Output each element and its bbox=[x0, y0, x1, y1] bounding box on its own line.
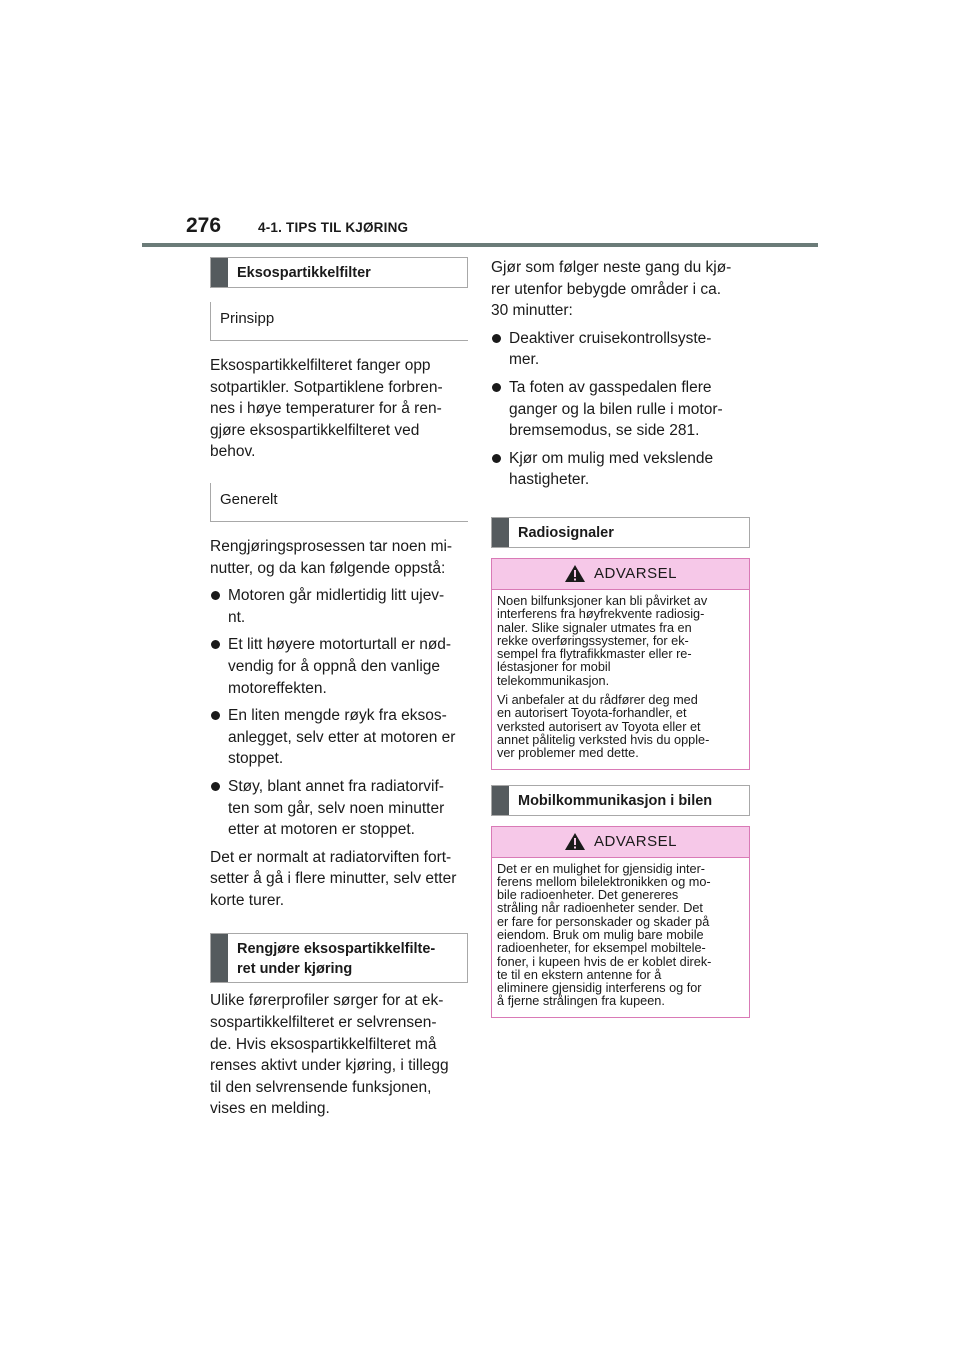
bullet-icon bbox=[211, 591, 220, 600]
subheading-generelt: Generelt bbox=[210, 483, 468, 522]
bullet-icon bbox=[492, 334, 501, 343]
right-column bbox=[491, 257, 750, 1018]
warning-title: ADVARSEL bbox=[594, 565, 677, 583]
paragraph-generelt: Rengjøringsprosessen tar noen mi- nutter, og da kan følgende oppstå: bbox=[210, 537, 453, 577]
warning-header bbox=[492, 827, 749, 858]
list-item: Deaktiver cruisekontrollsyste- mer. bbox=[491, 328, 750, 371]
list-item: Kjør om mulig med vekslende hastigheter. bbox=[491, 448, 750, 491]
warning-triangle-icon bbox=[564, 832, 586, 851]
left-column bbox=[210, 257, 468, 1120]
warning-body bbox=[492, 590, 749, 769]
list-item: Et litt høyere motorturtall er nød- vendig for å oppnå den vanlige motoreffekten. bbox=[210, 634, 468, 699]
list-item: En liten mengde røyk fra eksos- anlegget, selv etter at motoren er stoppet. bbox=[210, 705, 468, 770]
warning-body bbox=[492, 858, 749, 1017]
warning-header bbox=[492, 559, 749, 590]
bullet-icon bbox=[211, 782, 220, 791]
heading-box-eksospartikkelfilter bbox=[210, 257, 468, 288]
paragraph-normal: Det er normalt at radiatorviften fort- setter å gå i flere minutter, selv etter korte turer. bbox=[210, 848, 457, 909]
heading-text: Radiosignaler bbox=[518, 524, 614, 541]
page-number: 276 bbox=[186, 214, 222, 237]
heading-text: Eksospartikkelfilter bbox=[237, 265, 371, 281]
heading-text: Rengjøre eksospartikkelfilte- ret under kjøring bbox=[237, 941, 436, 978]
warning-triangle-icon bbox=[564, 564, 586, 583]
bullet-icon bbox=[211, 640, 220, 649]
heading-box-radiosignaler bbox=[491, 517, 750, 548]
warning-paragraph: Noen bilfunksjoner kan bli påvirket av interferens fra høyfrekvente radiosig- naler. Slike signaler utmates fra en rekke overføringssystemer, for ek- sempel fra flytrafikkmaster eller re- léstasjoner for mobil telekommunikasjon. bbox=[497, 593, 708, 688]
warning-box-mobilkommunikasjon bbox=[491, 826, 750, 1018]
list-item: Støy, blant annet fra radiatorvif- ten som går, selv noen minutter etter at motoren er stoppet. bbox=[210, 776, 468, 841]
warning-paragraph: Vi anbefaler at du rådfører deg med en autorisert Toyota-forhandler, et verksted autorisert av Toyota eller et annet pålitelig verksted hvis du opple- ver problemer med dette. bbox=[497, 693, 710, 761]
section-title: 4-1. TIPS TIL KJØRING bbox=[258, 220, 409, 235]
list-item: Ta foten av gasspedalen flere ganger og la bilen rulle i motor- bremsemodus, se side 281. bbox=[491, 377, 750, 442]
bullet-icon bbox=[492, 383, 501, 392]
heading-box-mobilkommunikasjon bbox=[491, 785, 750, 816]
bullet-list-left bbox=[210, 585, 468, 841]
paragraph-rengjore: Ulike førerprofiler sørger for at ek- sospartikkelfilteret er selvrensen- de. Hvis eksospartikkelfilteret må renses aktivt under kjøring, i tillegg til den selvrensende funksjonen, vises en melding. bbox=[210, 992, 449, 1118]
paragraph-prinsipp: Eksospartikkelfilteret fanger opp sotpartikler. Sotpartiklene forbren- nes i høye temperaturer for å ren- gjøre eksospartikkelfilteret ved behov. bbox=[210, 357, 443, 461]
list-item: Motoren går midlertidig litt ujev- nt. bbox=[210, 585, 468, 628]
paragraph-gjor-som-folger: Gjør som følger neste gang du kjø- rer utenfor bebygde områder i ca. 30 minutter: bbox=[491, 259, 732, 320]
warning-title: ADVARSEL bbox=[594, 833, 677, 850]
warning-box-radiosignaler bbox=[491, 558, 750, 770]
header-divider bbox=[142, 243, 818, 247]
bullet-list-right bbox=[491, 328, 750, 491]
warning-paragraph: Det er en mulighet for gjensidig inter- ferens mellom bilelektronikken og mo- bile radioenheter. Det genereres stråling når radioenheter sender. Det er fare for personskader og skader på eiendom. Bruk om mulig bare mobile radioenheter, for eksempel mobiltele- foner, i kupeen hvis de er koblet direk- te til en ekstern antenne for å eliminere gjensidig interferens og for å fjerne strålingen fra kupeen. bbox=[497, 861, 712, 1009]
bullet-icon bbox=[492, 454, 501, 463]
heading-text: Mobilkommunikasjon i bilen bbox=[518, 792, 713, 809]
bullet-icon bbox=[211, 711, 220, 720]
heading-box-rengjore bbox=[210, 933, 468, 983]
subheading-prinsipp: Prinsipp bbox=[210, 302, 468, 341]
